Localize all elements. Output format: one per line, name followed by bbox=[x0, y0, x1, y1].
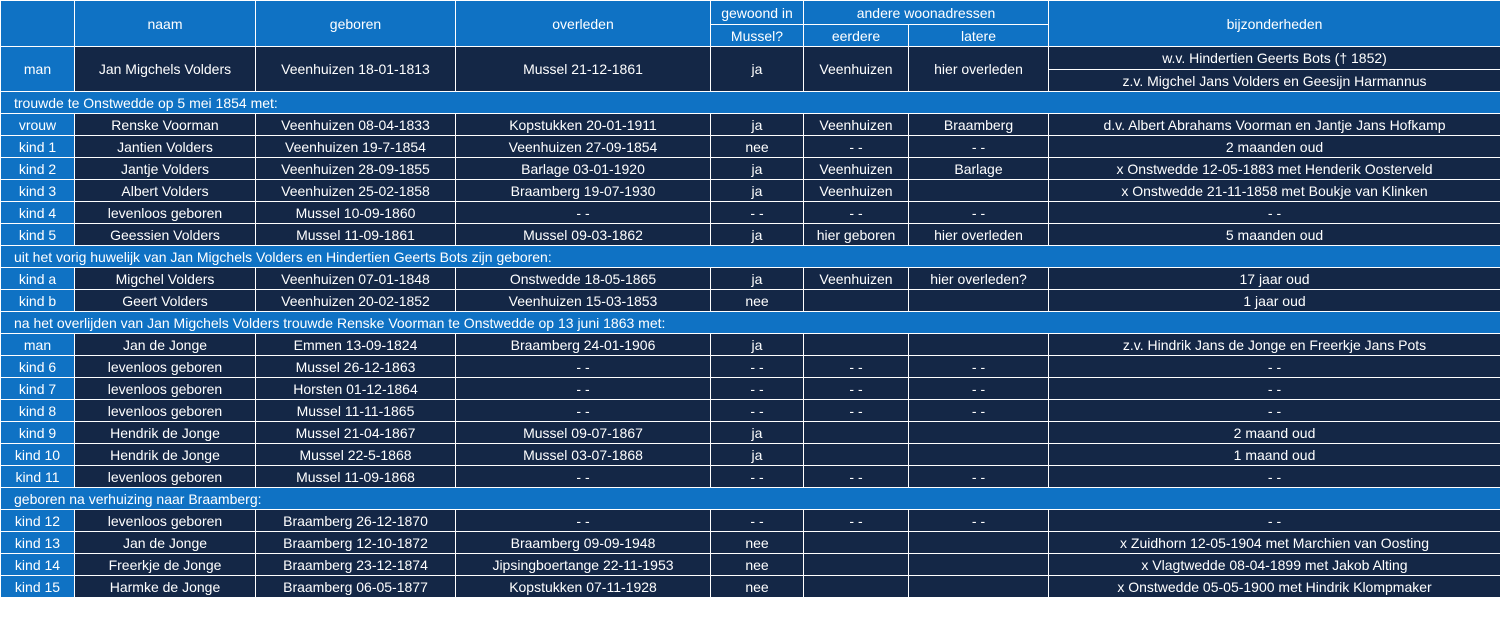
cell-overleden: - - bbox=[456, 466, 711, 488]
row-label: kind 5 bbox=[1, 224, 75, 246]
header-overleden: overleden bbox=[456, 1, 711, 47]
cell-bijz: 1 jaar oud bbox=[1049, 290, 1500, 312]
cell-overleden: Mussel 09-07-1867 bbox=[456, 422, 711, 444]
cell-geboren: Emmen 13-09-1824 bbox=[256, 334, 456, 356]
cell-gewoond: ja bbox=[711, 180, 804, 202]
cell-geboren: Veenhuizen 20-02-1852 bbox=[256, 290, 456, 312]
cell-geboren: Braamberg 26-12-1870 bbox=[256, 510, 456, 532]
row-label: kind 6 bbox=[1, 356, 75, 378]
cell-bijz: - - bbox=[1049, 378, 1500, 400]
table-row bbox=[1, 180, 1500, 202]
cell-gewoond: - - bbox=[711, 466, 804, 488]
table-row bbox=[1, 158, 1500, 180]
row-label: kind 13 bbox=[1, 532, 75, 554]
cell-eerdere bbox=[804, 290, 909, 312]
cell-gewoond: nee bbox=[711, 576, 804, 598]
cell-bijz: - - bbox=[1049, 510, 1500, 532]
cell-latere bbox=[909, 180, 1049, 202]
cell-geboren: Veenhuizen 08-04-1833 bbox=[256, 114, 456, 136]
cell-naam: Harmke de Jonge bbox=[75, 576, 256, 598]
cell-naam: levenloos geboren bbox=[75, 378, 256, 400]
cell-overleden: Veenhuizen 15-03-1853 bbox=[456, 290, 711, 312]
cell-bijz: 2 maand oud bbox=[1049, 422, 1500, 444]
table-row bbox=[1, 290, 1500, 312]
cell-eerdere: Veenhuizen bbox=[804, 158, 909, 180]
cell-eerdere: Veenhuizen bbox=[804, 47, 909, 92]
table-row bbox=[1, 400, 1500, 422]
cell-eerdere: - - bbox=[804, 466, 909, 488]
cell-bijz: x Onstwedde 05-05-1900 met Hindrik Klompmaker bbox=[1049, 576, 1500, 598]
table-row bbox=[1, 554, 1500, 576]
cell-naam: Hendrik de Jonge bbox=[75, 422, 256, 444]
cell-geboren: Braamberg 12-10-1872 bbox=[256, 532, 456, 554]
cell-gewoond: - - bbox=[711, 356, 804, 378]
cell-latere bbox=[909, 576, 1049, 598]
cell-naam: Freerkje de Jonge bbox=[75, 554, 256, 576]
cell-eerdere: Veenhuizen bbox=[804, 268, 909, 290]
table-row bbox=[1, 334, 1500, 356]
cell-latere bbox=[909, 554, 1049, 576]
section-heading: geboren na verhuizing naar Braamberg: bbox=[1, 488, 1500, 510]
cell-overleden: Braamberg 19-07-1930 bbox=[456, 180, 711, 202]
cell-eerdere: - - bbox=[804, 510, 909, 532]
header-gewoond-line2: Mussel? bbox=[711, 25, 804, 47]
cell-overleden: - - bbox=[456, 400, 711, 422]
cell-overleden: Mussel 03-07-1868 bbox=[456, 444, 711, 466]
cell-latere: - - bbox=[909, 136, 1049, 158]
cell-latere bbox=[909, 444, 1049, 466]
cell-overleden: Mussel 09-03-1862 bbox=[456, 224, 711, 246]
table-row bbox=[1, 466, 1500, 488]
cell-naam: Jan de Jonge bbox=[75, 532, 256, 554]
cell-latere: - - bbox=[909, 510, 1049, 532]
row-label: kind 3 bbox=[1, 180, 75, 202]
cell-eerdere: - - bbox=[804, 378, 909, 400]
cell-gewoond: ja bbox=[711, 158, 804, 180]
section-row bbox=[1, 312, 1500, 334]
cell-bijz: x Vlagtwedde 08-04-1899 met Jakob Alting bbox=[1049, 554, 1500, 576]
cell-bijz: 17 jaar oud bbox=[1049, 268, 1500, 290]
table-row bbox=[1, 136, 1500, 158]
row-label: kind 14 bbox=[1, 554, 75, 576]
cell-naam: Jan de Jonge bbox=[75, 334, 256, 356]
cell-eerdere: - - bbox=[804, 356, 909, 378]
cell-overleden: Veenhuizen 27-09-1854 bbox=[456, 136, 711, 158]
cell-eerdere bbox=[804, 334, 909, 356]
cell-overleden: Kopstukken 07-11-1928 bbox=[456, 576, 711, 598]
table-row bbox=[1, 378, 1500, 400]
cell-naam: Jantje Volders bbox=[75, 158, 256, 180]
cell-geboren: Mussel 22-5-1868 bbox=[256, 444, 456, 466]
cell-gewoond: ja bbox=[711, 422, 804, 444]
cell-geboren: Veenhuizen 19-7-1854 bbox=[256, 136, 456, 158]
cell-geboren: Horsten 01-12-1864 bbox=[256, 378, 456, 400]
cell-geboren: Veenhuizen 28-09-1855 bbox=[256, 158, 456, 180]
cell-bijz: - - bbox=[1049, 202, 1500, 224]
cell-naam: Renske Voorman bbox=[75, 114, 256, 136]
cell-geboren: Mussel 11-09-1868 bbox=[256, 466, 456, 488]
cell-eerdere: Veenhuizen bbox=[804, 114, 909, 136]
header-row bbox=[1, 1, 1500, 25]
cell-bijz: - - bbox=[1049, 466, 1500, 488]
cell-overleden: Mussel 21-12-1861 bbox=[456, 47, 711, 92]
header-geboren: geboren bbox=[256, 1, 456, 47]
cell-overleden: Onstwedde 18-05-1865 bbox=[456, 268, 711, 290]
row-label: kind 12 bbox=[1, 510, 75, 532]
cell-eerdere bbox=[804, 532, 909, 554]
cell-gewoond: ja bbox=[711, 334, 804, 356]
table-row bbox=[1, 422, 1500, 444]
header-naam: naam bbox=[75, 1, 256, 47]
cell-geboren: Braamberg 23-12-1874 bbox=[256, 554, 456, 576]
cell-overleden: Kopstukken 20-01-1911 bbox=[456, 114, 711, 136]
corner-cell bbox=[1, 1, 75, 47]
cell-geboren: Veenhuizen 25-02-1858 bbox=[256, 180, 456, 202]
section-row bbox=[1, 92, 1500, 114]
cell-overleden: - - bbox=[456, 202, 711, 224]
cell-eerdere: - - bbox=[804, 400, 909, 422]
cell-bijz: - - bbox=[1049, 356, 1500, 378]
cell-latere: - - bbox=[909, 378, 1049, 400]
cell-bijz: x Zuidhorn 12-05-1904 met Marchien van Oosting bbox=[1049, 532, 1500, 554]
table-row bbox=[1, 356, 1500, 378]
table-row bbox=[1, 444, 1500, 466]
cell-geboren: Braamberg 06-05-1877 bbox=[256, 576, 456, 598]
header-bijzonderheden: bijzonderheden bbox=[1049, 1, 1500, 47]
row-label: man bbox=[1, 47, 75, 92]
row-label: kind a bbox=[1, 268, 75, 290]
cell-latere: hier overleden? bbox=[909, 268, 1049, 290]
cell-latere: - - bbox=[909, 400, 1049, 422]
cell-latere: - - bbox=[909, 202, 1049, 224]
cell-latere bbox=[909, 334, 1049, 356]
section-row bbox=[1, 488, 1500, 510]
cell-eerdere bbox=[804, 422, 909, 444]
row-label: kind 9 bbox=[1, 422, 75, 444]
cell-geboren: Mussel 11-11-1865 bbox=[256, 400, 456, 422]
header-gewoond-line1: gewoond in bbox=[711, 1, 804, 25]
row-label: kind 1 bbox=[1, 136, 75, 158]
row-label: kind 4 bbox=[1, 202, 75, 224]
header-andere-woonadressen: andere woonadressen bbox=[804, 1, 1049, 25]
cell-gewoond: nee bbox=[711, 136, 804, 158]
cell-naam: levenloos geboren bbox=[75, 510, 256, 532]
table-row bbox=[1, 532, 1500, 554]
cell-naam: levenloos geboren bbox=[75, 202, 256, 224]
cell-gewoond: nee bbox=[711, 554, 804, 576]
cell-overleden: Jipsingboertange 22-11-1953 bbox=[456, 554, 711, 576]
row-label: kind 15 bbox=[1, 576, 75, 598]
cell-bijz: x Onstwedde 12-05-1883 met Henderik Oosterveld bbox=[1049, 158, 1500, 180]
cell-gewoond: ja bbox=[711, 268, 804, 290]
cell-bijz: d.v. Albert Abrahams Voorman en Jantje Jans Hofkamp bbox=[1049, 114, 1500, 136]
row-label: kind 11 bbox=[1, 466, 75, 488]
cell-gewoond: - - bbox=[711, 378, 804, 400]
cell-overleden: - - bbox=[456, 356, 711, 378]
cell-latere bbox=[909, 422, 1049, 444]
cell-gewoond: - - bbox=[711, 510, 804, 532]
cell-bijzonderheden-line2: z.v. Migchel Jans Volders en Geesijn Harmannus bbox=[1049, 70, 1500, 92]
cell-gewoond: nee bbox=[711, 532, 804, 554]
section-heading: trouwde te Onstwedde op 5 mei 1854 met: bbox=[1, 92, 1500, 114]
header-eerdere: eerdere bbox=[804, 25, 909, 47]
cell-naam: Jan Migchels Volders bbox=[75, 47, 256, 92]
row-label: kind 10 bbox=[1, 444, 75, 466]
cell-gewoond: ja bbox=[711, 224, 804, 246]
cell-eerdere: Veenhuizen bbox=[804, 180, 909, 202]
cell-naam: levenloos geboren bbox=[75, 356, 256, 378]
row-label: kind 2 bbox=[1, 158, 75, 180]
row-label: kind 8 bbox=[1, 400, 75, 422]
cell-gewoond: ja bbox=[711, 444, 804, 466]
cell-latere: Barlage bbox=[909, 158, 1049, 180]
cell-gewoond: ja bbox=[711, 114, 804, 136]
row-label: kind 7 bbox=[1, 378, 75, 400]
cell-latere bbox=[909, 532, 1049, 554]
table-row bbox=[1, 510, 1500, 532]
cell-latere: Braamberg bbox=[909, 114, 1049, 136]
cell-overleden: Barlage 03-01-1920 bbox=[456, 158, 711, 180]
cell-overleden: Braamberg 09-09-1948 bbox=[456, 532, 711, 554]
cell-latere: - - bbox=[909, 466, 1049, 488]
cell-naam: Migchel Volders bbox=[75, 268, 256, 290]
header-latere: latere bbox=[909, 25, 1049, 47]
cell-geboren: Veenhuizen 18-01-1813 bbox=[256, 47, 456, 92]
cell-eerdere: - - bbox=[804, 202, 909, 224]
section-heading: na het overlijden van Jan Migchels Volders trouwde Renske Voorman te Onstwedde op 13 juni 1863 met: bbox=[1, 312, 1500, 334]
table-row-first-man bbox=[1, 47, 1500, 70]
cell-overleden: Braamberg 24-01-1906 bbox=[456, 334, 711, 356]
cell-bijzonderheden-line1: w.v. Hindertien Geerts Bots († 1852) bbox=[1049, 47, 1500, 70]
cell-gewoond: - - bbox=[711, 202, 804, 224]
cell-gewoond: ja bbox=[711, 47, 804, 92]
cell-latere: hier overleden bbox=[909, 224, 1049, 246]
cell-gewoond: nee bbox=[711, 290, 804, 312]
row-label: man bbox=[1, 334, 75, 356]
cell-bijz: z.v. Hindrik Jans de Jonge en Freerkje Jans Pots bbox=[1049, 334, 1500, 356]
section-row bbox=[1, 246, 1500, 268]
cell-bijz: x Onstwedde 21-11-1858 met Boukje van Klinken bbox=[1049, 180, 1500, 202]
cell-overleden: - - bbox=[456, 378, 711, 400]
table-row bbox=[1, 576, 1500, 598]
cell-eerdere bbox=[804, 444, 909, 466]
row-label: vrouw bbox=[1, 114, 75, 136]
cell-naam: Hendrik de Jonge bbox=[75, 444, 256, 466]
cell-naam: Geessien Volders bbox=[75, 224, 256, 246]
cell-geboren: Mussel 21-04-1867 bbox=[256, 422, 456, 444]
row-label: kind b bbox=[1, 290, 75, 312]
cell-eerdere: hier geboren bbox=[804, 224, 909, 246]
cell-bijz: - - bbox=[1049, 400, 1500, 422]
cell-naam: Jantien Volders bbox=[75, 136, 256, 158]
cell-overleden: - - bbox=[456, 510, 711, 532]
cell-bijz: 5 maanden oud bbox=[1049, 224, 1500, 246]
cell-naam: Geert Volders bbox=[75, 290, 256, 312]
table-row bbox=[1, 202, 1500, 224]
cell-latere bbox=[909, 290, 1049, 312]
cell-latere: hier overleden bbox=[909, 47, 1049, 92]
cell-naam: levenloos geboren bbox=[75, 466, 256, 488]
cell-latere: - - bbox=[909, 356, 1049, 378]
cell-geboren: Veenhuizen 07-01-1848 bbox=[256, 268, 456, 290]
cell-bijz: 2 maanden oud bbox=[1049, 136, 1500, 158]
cell-geboren: Mussel 10-09-1860 bbox=[256, 202, 456, 224]
cell-geboren: Mussel 26-12-1863 bbox=[256, 356, 456, 378]
table-row bbox=[1, 224, 1500, 246]
section-heading: uit het vorig huwelijk van Jan Migchels Volders en Hindertien Geerts Bots zijn geboren: bbox=[1, 246, 1500, 268]
cell-naam: levenloos geboren bbox=[75, 400, 256, 422]
cell-naam: Albert Volders bbox=[75, 180, 256, 202]
cell-geboren: Mussel 11-09-1861 bbox=[256, 224, 456, 246]
cell-eerdere bbox=[804, 576, 909, 598]
cell-eerdere: - - bbox=[804, 136, 909, 158]
table-row bbox=[1, 114, 1500, 136]
cell-gewoond: - - bbox=[711, 400, 804, 422]
cell-bijz: 1 maand oud bbox=[1049, 444, 1500, 466]
cell-eerdere bbox=[804, 554, 909, 576]
table-row bbox=[1, 268, 1500, 290]
